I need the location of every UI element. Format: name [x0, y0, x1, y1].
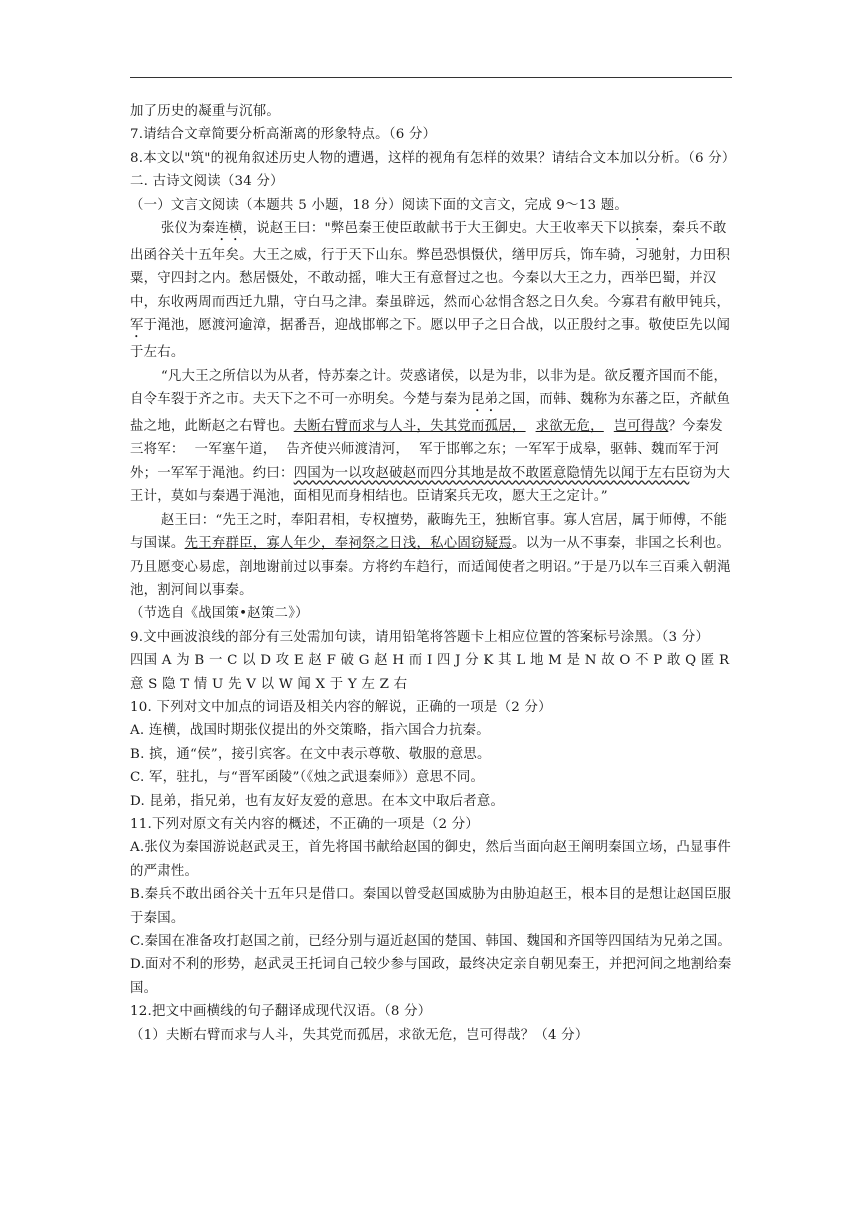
dotted-word: 军	[130, 318, 144, 334]
wavy-underlined-text: 四国为一以攻赵破赵而四分其地是故不敢匿意隐情先以闻于左右臣	[293, 465, 690, 481]
question-11-option-b: B.秦兵不敢出函谷关十五年只是借口。秦国以曾受赵国威胁为由胁迫赵王，根本目的是想让赵国臣服于秦国。	[130, 887, 732, 926]
question-7: 7.请结合文章简要分析高渐离的形象特点。（6 分）	[130, 127, 437, 143]
dotted-word: 昆弟	[471, 392, 499, 408]
passage-paragraph-1: 张仪为秦连横，说赵王曰："弊邑秦王使臣敢献书于大王御史。大王收率天下以摈秦，秦兵不敢出函谷关十五年矣。大王之威，行于天下山东。弊邑恐惧慑伏，缮甲厉兵，饰车骑，习驰射，力田积粟，守四封之内。愁居慑处，不敢动摇，唯大王有意督过之也。今秦以大王之力，西举巴蜀，并汉中，东收两周而西迁九鼎，守白马之津。秦虽辟远，然而心忿悁含怒之日久矣。今寡君有敝甲钝兵，军于渑池，愿渡河逾漳，据番吾，迎战邯郸之下。愿以甲子之日合战，以正殷纣之事。敬使臣先以闻于左右。	[130, 221, 731, 361]
passage-paragraph-2: “凡大王之所信以为从者，恃苏秦之计。荧惑诸侯，以是为非，以非为是。欲反覆齐国而不能，自令车裂于齐之市。夫天下之不可一亦明矣。今楚与秦为昆弟之国，而韩、魏称为东蕃之臣，齐献鱼盐之地，此断赵之右臂也。夫断右臂而求与人斗，失其党而孤居， 求欲无危， 岂可得哉？今秦发三将军： 一军塞午道， 告齐使兴师渡清河， 军于邯郸之东；一军军于成皋，驱韩、魏而军于河外；一军军于渑池。约曰：四国为一以攻赵破赵而四分其地是故不敢匿意隐情先以闻于左右臣窃为大王计，莫如与秦遇于渑池，面相见而身相结也。臣请案兵无攻，愿大王之定计。”	[130, 368, 731, 505]
passage-paragraph-3: 赵王曰：“先王之时，奉阳君相，专权擅势，蔽晦先王，独断官事。寡人宫居，属于师傅，不能与国谋。先王弃群臣，寡人年少，奉祠祭之日浅，私心固窃疑焉。以为一从不事秦，非国之长利也。乃且愿变心易虑，剖地谢前过以事秦。方将约车趋行，而适闻使者之明诏。”于是乃以车三百乘入朝渑池，割河间以事秦。	[130, 512, 731, 598]
subsection-heading: （一）文言文阅读（本题共 5 小题，18 分）阅读下面的文言文，完成 9～13 题。	[130, 197, 629, 213]
underlined-sentence: 先王弃群臣，寡人年少，奉祠祭之日浅，私心固窃疑焉	[184, 536, 512, 552]
question-12-part-1: （1）夫断右臂而求与人斗，失其党而孤居，求欲无危，岂可得哉？（4 分）	[130, 1027, 589, 1043]
underlined-sentence: 岂可得哉	[613, 419, 669, 435]
source-citation: （节选自《战国策•赵策二》）	[130, 606, 309, 622]
question-9: 9.文中画波浪线的部分有三处需加句读，请用铅笔将答题卡上相应位置的答案标号涂黑。（3 分）	[130, 629, 710, 645]
question-8: 8.本文以"筑"的视角叙述历史人物的遭遇，这样的视角有怎样的效果？请结合文本加以分析。（6 分）	[130, 150, 736, 166]
question-9-options: 四国 A 为 B 一 C 以 D 攻 E 赵 F 破 G 赵 H 而 I 四 J 分 K 其 L 地 M 是 N 故 O 不 P 敢 Q 匿 R 意 S 隐 T 情 U 先 V 以 W 闻 X 于 Y 左 Z 右	[130, 653, 730, 692]
document-body	[130, 100, 736, 1047]
dotted-word: 连横	[215, 221, 243, 237]
question-10-option-c: C. 军，驻扎，与“晋军函陵”（《烛之武退秦师》）意思不同。	[130, 770, 485, 786]
question-10: 10. 下列对文中加点的词语及相关内容的解说，正确的一项是（2 分）	[130, 699, 552, 715]
question-12: 12.把文中画横线的句子翻译成现代汉语。（8 分）	[130, 1004, 432, 1020]
header-rule	[130, 77, 732, 78]
question-10-option-a: A. 连横，战国时期张仪提出的外交策略，指六国合力抗秦。	[130, 723, 490, 739]
text-line: 加了历史的凝重与沉郁。	[130, 104, 281, 119]
question-10-option-d: D. 昆弟，指兄弟，也有友好友爱的意思。在本文中取后者意。	[130, 793, 505, 809]
question-11-option-a: A.张仪为秦国游说赵武灵王，首先将国书献给赵国的御史，然后当面向赵王阐明秦国立场，凸显事件的严肃性。	[130, 840, 731, 879]
dotted-word: 摈	[631, 221, 645, 237]
question-11-option-c: C.秦国在准备攻打赵国之前，已经分别与逼近赵国的楚国、韩国、魏国和齐国等四国结为兄弟之国。	[130, 934, 732, 949]
underlined-sentence: 求欲无危，	[535, 419, 604, 435]
section-heading: 二. 古诗文阅读（34 分）	[130, 174, 284, 190]
question-10-option-b: B. 摈，通“侯”，接引宾客。在文中表示尊敬、敬服的意思。	[130, 746, 491, 762]
question-11-option-d: D.面对不利的形势，赵武灵王托词自己较少参与国政，最终决定亲自朝见秦王，并把河间之地割给秦国。	[130, 957, 732, 996]
question-11: 11.下列对原文有关内容的概述，不正确的一项是（2 分）	[130, 816, 480, 832]
underlined-sentence: 夫断右臂而求与人斗，失其党而孤居，	[293, 419, 526, 435]
